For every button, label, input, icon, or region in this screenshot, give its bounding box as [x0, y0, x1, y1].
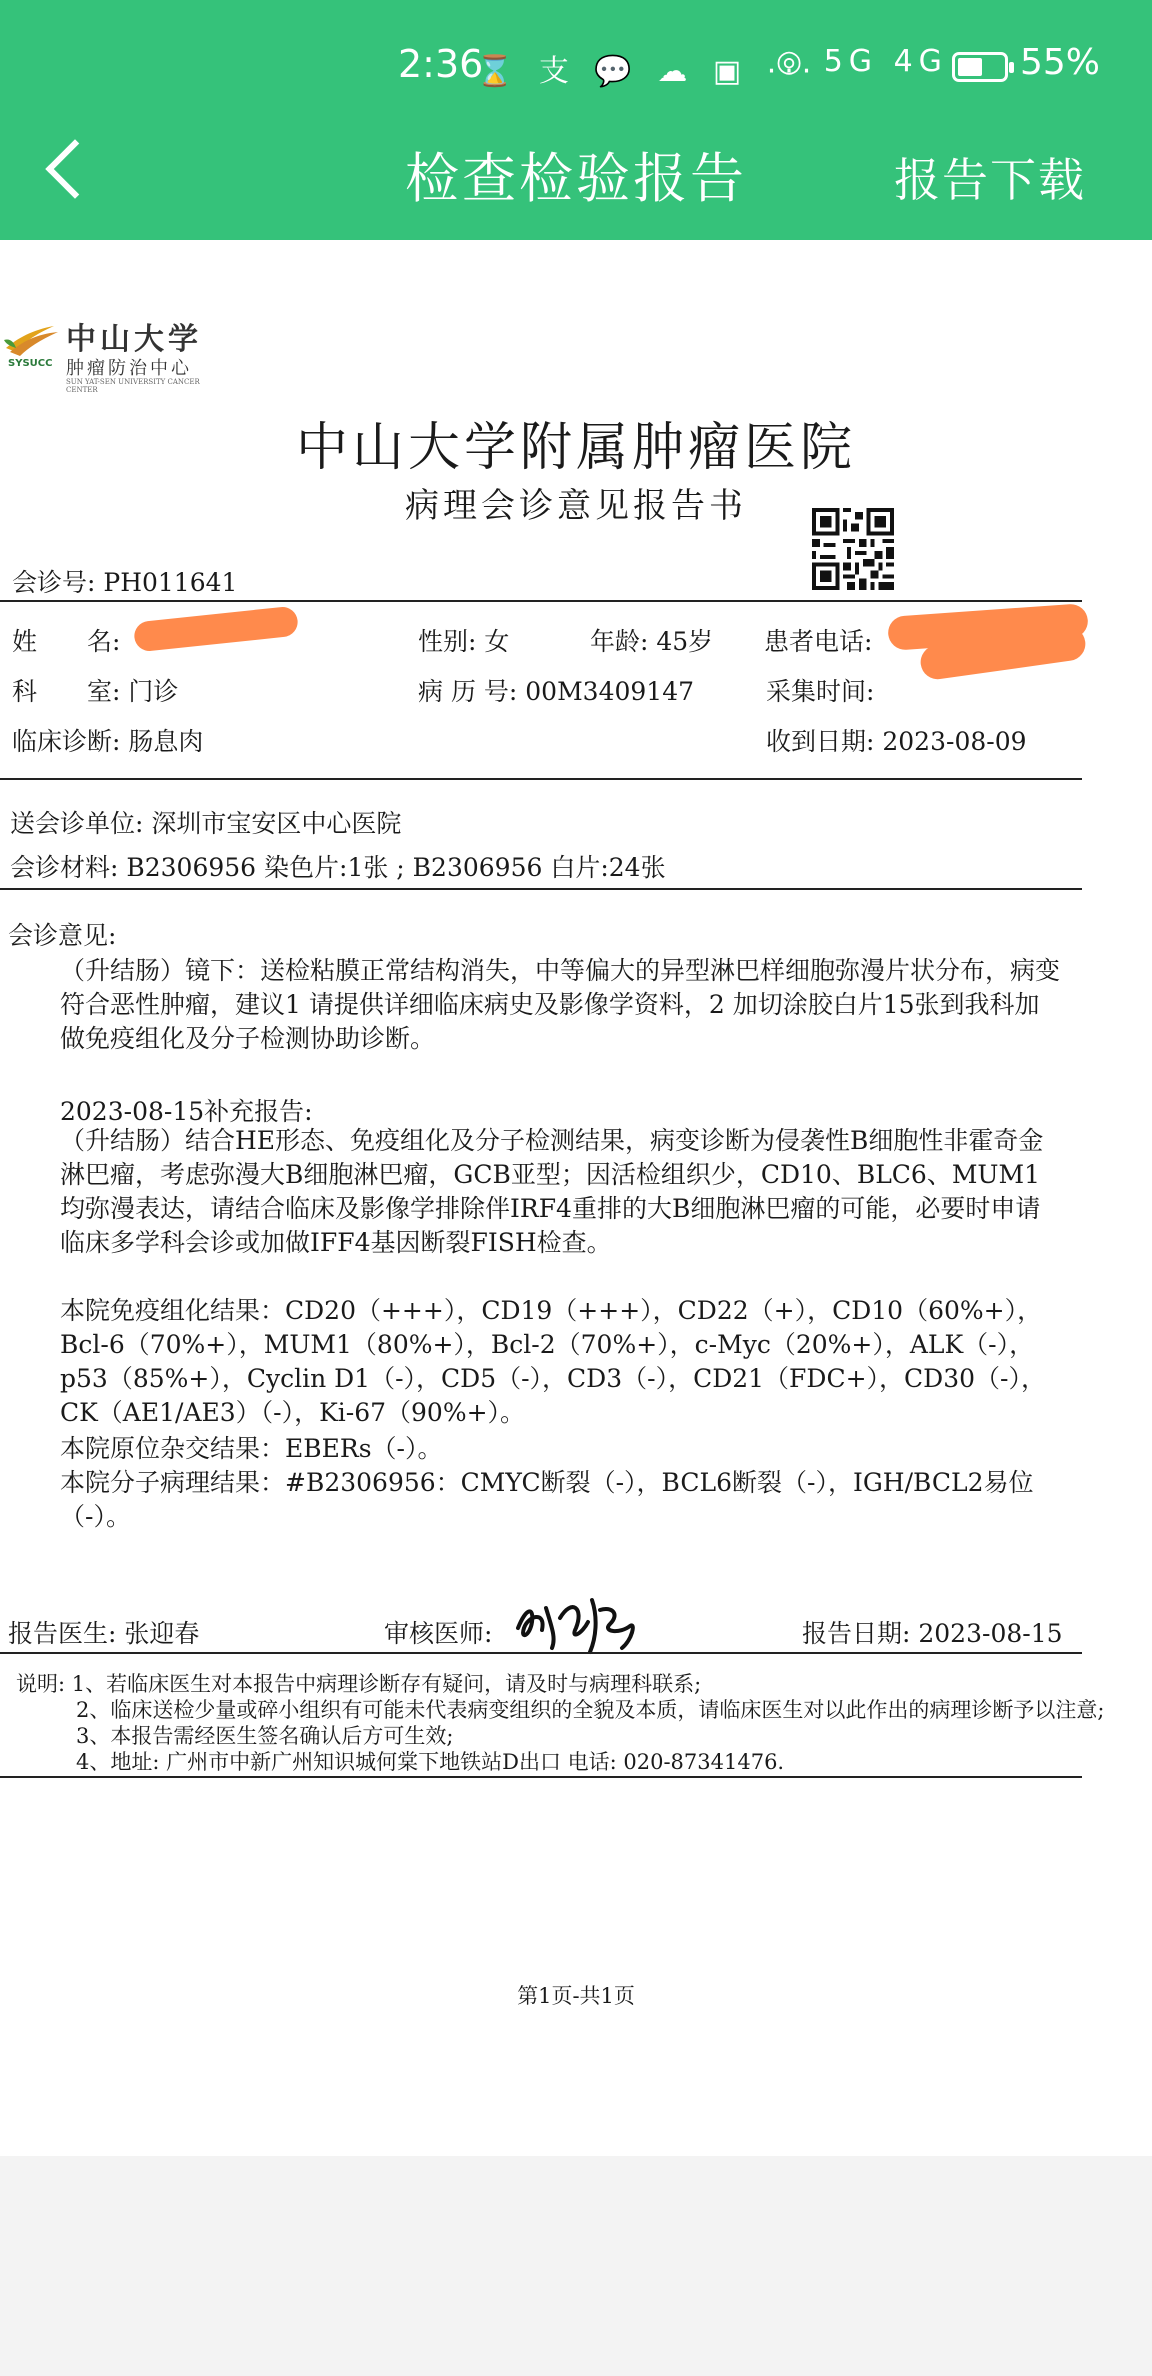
report-download-button[interactable]: 报告下载	[894, 153, 1086, 207]
patient-phone-label: 患者电话:	[764, 627, 873, 656]
app-header	[0, 0, 1152, 240]
notification-icons: ⌛ 支 💬 ☁ ▣ ···	[476, 54, 820, 89]
supplement-text: （升结肠）结合HE形态、免疫组化及分子检测结果，病变诊断为侵袭性B细胞性非霍奇金淋巴瘤，考虑弥漫大B细胞淋巴瘤，GCB亚型；因活检组织少，CD10、BLC6、MUM1均弥漫表达，请结合临床及影像学排除伴IRF4重排的大B细胞淋巴瘤的可能，必要时申请临床多学科会诊或加做IFF4基因断裂FISH检查。	[60, 1126, 1044, 1257]
consult-number: 会诊号: PH011641	[12, 568, 238, 597]
page-title: 检查检验报告	[405, 147, 747, 210]
page-background	[0, 2156, 1152, 2376]
patient-gender: 性别: 女	[418, 627, 510, 656]
collect-time: 采集时间:	[766, 677, 875, 706]
received-date: 收到日期: 2023-08-09	[766, 727, 1027, 756]
hospital-logo	[2, 312, 202, 394]
report-date: 报告日期: 2023-08-15	[802, 1619, 1063, 1648]
divider	[0, 1776, 1082, 1778]
divider	[0, 778, 1082, 780]
record-number: 病 历 号: 00M3409147	[418, 677, 695, 706]
consult-material: 会诊材料: B2306956 染色片:1张 ; B2306956 白片:24张	[10, 853, 666, 882]
report-doctor: 报告医生: 张迎春	[8, 1619, 200, 1648]
status-bar	[0, 40, 1152, 96]
clinical-diagnosis: 临床诊断: 肠息肉	[12, 727, 204, 756]
logo-emblem-icon	[2, 312, 62, 358]
sending-unit: 送会诊单位: 深圳市宝安区中心医院	[10, 809, 402, 838]
divider	[0, 1652, 1082, 1654]
supplement-date: 2023-08-15补充报告:	[60, 1097, 313, 1126]
battery-icon	[952, 52, 1008, 82]
hospital-name: 中山大学附属肿瘤医院	[295, 418, 856, 478]
patient-age: 年龄: 45岁	[590, 627, 714, 656]
note-4: 4、地址: 广州市中新广州知识城何棠下地铁站D出口 电话: 020-87341476.	[76, 1750, 785, 1774]
note-3: 3、本报告需经医生签名确认后方可生效;	[76, 1724, 454, 1748]
opinion-text: （升结肠）镜下：送检粘膜正常结构消失，中等偏大的异型淋巴样细胞弥漫片状分布，病变符合恶性肿瘤，建议1 请提供详细临床病史及影像学资料，2 加切涂胶白片15张到我科加做免疫组化及分子检测协助诊断。	[60, 956, 1061, 1053]
molecular-results: 本院分子病理结果：#B2306956：CMYC断裂（-），BCL6断裂（-），IGH/BCL2易位（-）。	[60, 1468, 1034, 1531]
note-2: 2、临床送检少量或碎小组织有可能未代表病变组织的全貌及本质，请临床医生对以此作出的病理诊断予以注意;	[76, 1698, 1105, 1722]
ish-results: 本院原位杂交结果：EBERs（-）。	[60, 1434, 443, 1463]
logo-english: SUN YAT-SEN UNIVERSITY CANCER CENTER	[66, 378, 200, 394]
signal-icon: ◎ 5G 4G	[776, 44, 948, 79]
status-time: 2:36	[398, 42, 484, 86]
department: 科 室: 门诊	[12, 677, 179, 706]
logo-subtitle: 肿瘤防治中心	[66, 358, 192, 379]
patient-name-label: 姓 名:	[12, 627, 121, 656]
battery-fill	[958, 58, 982, 76]
page-number: 第1页-共1页	[517, 1984, 635, 2008]
divider	[0, 600, 1082, 602]
divider	[0, 888, 1082, 890]
reviewer-label: 审核医师:	[384, 1619, 493, 1648]
note-1: 说明: 1、若临床医生对本报告中病理诊断存有疑问，请及时与病理科联系;	[16, 1672, 702, 1696]
report-title: 病理会诊意见报告书	[405, 486, 747, 526]
battery-percent: 55%	[1020, 42, 1101, 83]
ihc-results: 本院免疫组化结果：CD20（+++），CD19（+++），CD22（+），CD10（60%+），Bcl-6（70%+），MUM1（80%+），Bcl-2（70%+），c-Myc（20%+），ALK（-），p53（85%+），Cyclin D1（-），CD5（-），CD3（-），CD21（FDC+），CD30（-），CK（AE1/AE3）（-），Ki-67（90%+）。	[60, 1296, 1046, 1427]
qr-code-icon[interactable]	[812, 508, 894, 590]
opinion-label: 会诊意见:	[8, 921, 117, 950]
signature-icon	[512, 1588, 648, 1658]
logo-abbrev: SYSUCC	[8, 358, 53, 369]
logo-name: 中山大学	[66, 322, 202, 357]
